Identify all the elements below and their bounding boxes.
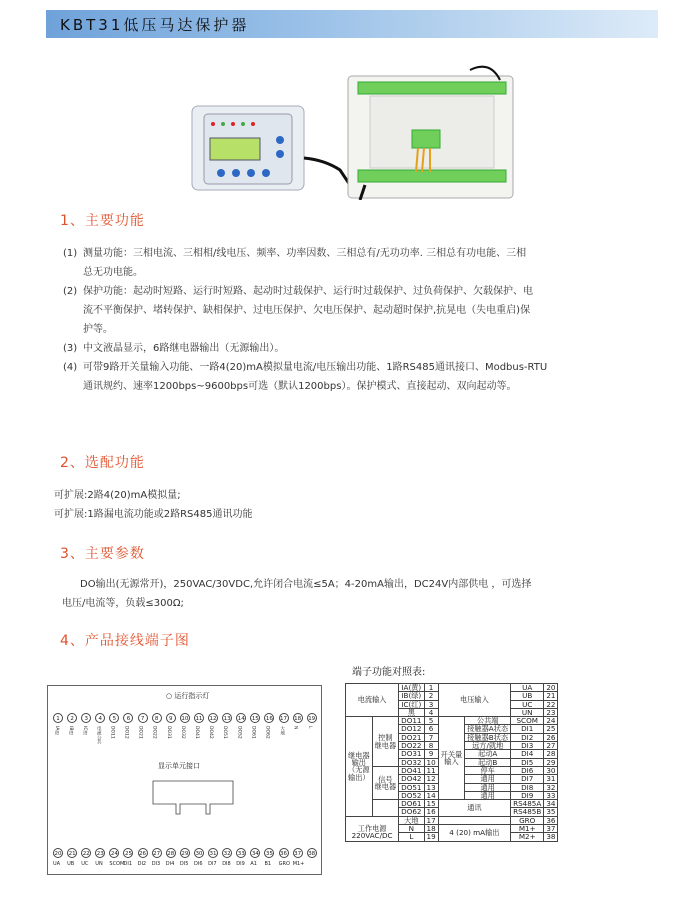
section-1-title: 1、主要功能 bbox=[60, 213, 145, 229]
table-cell: DO11 bbox=[399, 717, 424, 725]
terminal-2: 2 bbox=[67, 713, 77, 723]
table-cell: DI2 bbox=[511, 733, 544, 741]
table-cell: DO32 bbox=[399, 758, 424, 766]
terminal-label: DO52 bbox=[236, 726, 242, 739]
table-cell: 通用 bbox=[465, 791, 511, 799]
table-cell: DI3 bbox=[511, 742, 544, 750]
bottom-terminals bbox=[53, 848, 321, 858]
terminal-label: DI2 bbox=[137, 861, 147, 867]
terminal-label: DO31 bbox=[165, 726, 171, 739]
table-cell: L bbox=[399, 833, 424, 841]
table-cell: 8 bbox=[424, 742, 438, 750]
table-cell: 20 bbox=[544, 684, 558, 692]
table-cell: DO52 bbox=[399, 791, 424, 799]
table-cell: IC(红) bbox=[399, 700, 424, 708]
section-2-title: 2、选配功能 bbox=[60, 455, 145, 471]
terminal-label: DI6 bbox=[194, 861, 203, 867]
table-cell: 12 bbox=[424, 775, 438, 783]
terminal-30: 30 bbox=[194, 848, 204, 858]
table-cell: 30 bbox=[544, 766, 558, 774]
table-cell: 4 (20) mA输出 bbox=[438, 825, 510, 842]
section-2-body: 可扩展:2路4(20)mA模拟量; 可扩展:1路漏电流功能或2路RS485通讯功能 bbox=[54, 490, 253, 520]
table-cell: DI4 bbox=[511, 750, 544, 758]
table-cell: 起动A bbox=[465, 750, 511, 758]
terminal-34: 34 bbox=[250, 848, 260, 858]
table-cell: 16 bbox=[424, 808, 438, 816]
terminal-9: 9 bbox=[166, 713, 176, 723]
table-cell: 24 bbox=[544, 717, 558, 725]
terminal-31: 31 bbox=[208, 848, 218, 858]
table-cell: DI6 bbox=[511, 766, 544, 774]
terminal-8: 8 bbox=[152, 713, 162, 723]
table-cell: 5 bbox=[424, 717, 438, 725]
table-cell: RS485A bbox=[511, 800, 544, 808]
table-cell: M2+ bbox=[511, 833, 544, 841]
table-cell: 19 bbox=[424, 833, 438, 841]
terminal-label: DO51 bbox=[222, 726, 228, 739]
terminal-16: 16 bbox=[264, 713, 274, 723]
table-cell: SCOM bbox=[511, 717, 544, 725]
table-cell: DO31 bbox=[399, 750, 424, 758]
table-cell: DI5 bbox=[511, 758, 544, 766]
terminal-24: 24 bbox=[109, 848, 119, 858]
terminal-label: DI1 bbox=[123, 861, 133, 867]
table-cell: 继电器 输出 （无源 输出） bbox=[346, 717, 373, 817]
table-cell: N bbox=[399, 825, 424, 833]
wiring-diagram bbox=[47, 685, 322, 875]
table-cell: 控制 继电器 bbox=[372, 717, 399, 767]
terminal-label: DO11 bbox=[109, 726, 115, 739]
terminal-label: DO41 bbox=[194, 726, 199, 739]
terminal-label: DO21 bbox=[137, 726, 143, 739]
terminal-38: 38 bbox=[307, 848, 317, 858]
terminal-4: 4 bbox=[95, 713, 105, 723]
table-cell: 21 bbox=[544, 692, 558, 700]
table-cell: 电流输入 bbox=[346, 684, 399, 717]
table-cell: 29 bbox=[544, 758, 558, 766]
terminal-35: 35 bbox=[264, 848, 274, 858]
table-cell: 14 bbox=[424, 791, 438, 799]
terminal-label: UN bbox=[95, 861, 103, 867]
table-cell: UA bbox=[511, 684, 544, 692]
table-cell: IB(绿) bbox=[399, 692, 424, 700]
table-cell: 38 bbox=[544, 833, 558, 841]
terminal-22: 22 bbox=[81, 848, 91, 858]
page-title: KBT31低压马达保护器 bbox=[60, 16, 250, 34]
table-cell: 大地 bbox=[399, 816, 424, 824]
terminal-label: DI9 bbox=[236, 861, 245, 867]
table-cell: M1+ bbox=[511, 825, 544, 833]
table-cell: 7 bbox=[424, 733, 438, 741]
terminal-15: 15 bbox=[250, 713, 260, 723]
table-cell: 32 bbox=[544, 783, 558, 791]
table-cell: 电压输入 bbox=[438, 684, 510, 717]
terminal-27: 27 bbox=[152, 848, 162, 858]
table-cell: 接触器B状态 bbox=[465, 733, 511, 741]
section-4-title: 4、产品接线端子图 bbox=[60, 633, 190, 649]
table-cell: DO42 bbox=[399, 775, 424, 783]
table-cell bbox=[438, 816, 510, 824]
table-cell: DO51 bbox=[399, 783, 424, 791]
terminal-table bbox=[345, 683, 558, 842]
terminal-17: 17 bbox=[279, 713, 289, 723]
table-title: 端子功能对照表: bbox=[352, 667, 426, 678]
terminal-12: 12 bbox=[208, 713, 218, 723]
table-cell: 23 bbox=[544, 708, 558, 716]
table-cell: 4 bbox=[424, 708, 438, 716]
table-cell: RS485B bbox=[511, 808, 544, 816]
table-cell: 10 bbox=[424, 758, 438, 766]
table-cell: DI1 bbox=[511, 725, 544, 733]
terminal-label: IC进 bbox=[82, 726, 88, 735]
terminal-label: DO22 bbox=[151, 726, 157, 739]
terminal-13: 13 bbox=[222, 713, 232, 723]
terminal-label: A1 bbox=[250, 861, 257, 867]
terminal-label: IA进 bbox=[54, 726, 59, 735]
table-cell: IA(黄) bbox=[399, 684, 424, 692]
terminal-21: 21 bbox=[67, 848, 77, 858]
terminal-label: DI4 bbox=[165, 861, 175, 867]
terminal-label: M1+ bbox=[292, 861, 305, 867]
terminal-19: 19 bbox=[307, 713, 317, 723]
table-cell: 信号 继电器 bbox=[372, 766, 399, 799]
table-cell: UN bbox=[511, 708, 544, 716]
table-cell: DO22 bbox=[399, 742, 424, 750]
table-cell: 远方/就地 bbox=[465, 742, 511, 750]
section-3-title: 3、主要参数 bbox=[60, 546, 145, 562]
table-cell: 18 bbox=[424, 825, 438, 833]
table-cell: DO61 bbox=[399, 800, 424, 808]
terminal-36: 36 bbox=[279, 848, 289, 858]
table-cell: 22 bbox=[544, 700, 558, 708]
table-cell: 37 bbox=[544, 825, 558, 833]
top-terminals bbox=[53, 713, 321, 723]
table-cell: 通用 bbox=[465, 775, 511, 783]
product-image bbox=[190, 60, 520, 200]
terminal-32: 32 bbox=[222, 848, 232, 858]
display-port-shape bbox=[148, 776, 238, 821]
terminal-label: DI8 bbox=[222, 861, 231, 867]
terminal-11: 11 bbox=[194, 713, 204, 723]
table-cell: DO12 bbox=[399, 725, 424, 733]
terminal-23: 23 bbox=[95, 848, 105, 858]
terminal-37: 37 bbox=[293, 848, 303, 858]
table-cell: 停车 bbox=[465, 766, 511, 774]
terminal-5: 5 bbox=[109, 713, 119, 723]
terminal-29: 29 bbox=[180, 848, 190, 858]
table-cell: 36 bbox=[544, 816, 558, 824]
table-cell: DI9 bbox=[511, 791, 544, 799]
terminal-18: 18 bbox=[293, 713, 303, 723]
table-cell: 15 bbox=[424, 800, 438, 808]
section-1-body: (1) 测量功能：三相电流、三相相/线电压、频率、功率因数、三相总有/无功功率. 三相总有功电能、三相 总无功电能。 (2) 保护功能：起动时短路、运行时短路、起动时过载保护、运行时过载保护、过负荷保护、欠载保护、电 流不平衡保护、堵转保护、缺相保护、过电压保护、欠电压保护、起动超时保护,抗晃电（失电重启)保 护等。 (3) 中文液晶显示，6路继电器输出（无源输出）。 (4) 可带9路开关量输入功能、一路4(20)mA模拟量电流/电压输出功能、1路RS485通讯接口、Modbus-RTU 通讯规约、速率1200bps~9600bps可选（默认1200bps）。保护模式、直接起动、双向起动等。 bbox=[63, 248, 548, 392]
terminal-14: 14 bbox=[236, 713, 246, 723]
table-cell: 3 bbox=[424, 700, 438, 708]
table-cell: 6 bbox=[424, 725, 438, 733]
table-cell: 公共端 bbox=[465, 717, 511, 725]
terminal-33: 33 bbox=[236, 848, 246, 858]
title-banner bbox=[46, 10, 658, 38]
terminal-26: 26 bbox=[138, 848, 148, 858]
table-cell: 34 bbox=[544, 800, 558, 808]
terminal-label: IB进 bbox=[68, 726, 74, 735]
display-port-label: 显示单元接口 bbox=[158, 762, 200, 770]
terminal-label: DI5 bbox=[179, 861, 189, 867]
terminal-label: SCOM bbox=[109, 861, 125, 867]
terminal-label: DI3 bbox=[151, 861, 161, 867]
terminal-label: L bbox=[306, 726, 312, 729]
table-cell bbox=[372, 800, 399, 817]
table-cell: 27 bbox=[544, 742, 558, 750]
terminal-label: DO32 bbox=[179, 726, 185, 739]
terminal-label: B1 bbox=[264, 861, 272, 867]
terminal-25: 25 bbox=[123, 848, 133, 858]
table-cell: 13 bbox=[424, 783, 438, 791]
terminal-label: UB bbox=[67, 861, 75, 867]
table-cell: 9 bbox=[424, 750, 438, 758]
table-cell: UC bbox=[511, 700, 544, 708]
terminal-label: GRO bbox=[278, 861, 290, 867]
table-cell: DO41 bbox=[399, 766, 424, 774]
table-cell: DO62 bbox=[399, 808, 424, 816]
terminal-1: 1 bbox=[53, 713, 63, 723]
table-cell: 35 bbox=[544, 808, 558, 816]
section-3-body: DO输出(无源常开)，250VAC/30VDC,允许闭合电流≤5A；4-20mA输出，DC24V内部供电 ，可选择 电压/电流等，负载≤300Ω; bbox=[62, 579, 532, 609]
table-cell: 工作电源 220VAC/DC bbox=[346, 816, 399, 841]
terminal-label: 大地 bbox=[279, 726, 285, 735]
table-cell: 2 bbox=[424, 692, 438, 700]
terminal-label: UA bbox=[53, 861, 61, 867]
table-cell: 通讯 bbox=[438, 800, 510, 817]
terminal-label: DO42 bbox=[208, 726, 214, 739]
table-cell: GRO bbox=[511, 816, 544, 824]
terminal-label: N bbox=[292, 726, 298, 730]
terminal-label: DO62 bbox=[264, 726, 270, 739]
terminal-10: 10 bbox=[180, 713, 190, 723]
indicator-label: ○ 运行指示灯 bbox=[166, 692, 210, 700]
terminal-3: 3 bbox=[81, 713, 91, 723]
terminal-label: 电流公共 bbox=[96, 726, 102, 744]
table-cell: 黑 bbox=[399, 708, 424, 716]
table-cell: 28 bbox=[544, 750, 558, 758]
table-cell: DI8 bbox=[511, 783, 544, 791]
terminal-label: DO61 bbox=[250, 726, 256, 739]
table-cell: DI7 bbox=[511, 775, 544, 783]
table-cell: 接触器A状态 bbox=[465, 725, 511, 733]
terminal-7: 7 bbox=[138, 713, 148, 723]
table-cell: 开关量 输入 bbox=[438, 717, 465, 800]
terminal-28: 28 bbox=[166, 848, 176, 858]
table-cell: 25 bbox=[544, 725, 558, 733]
table-cell: 33 bbox=[544, 791, 558, 799]
table-cell: 通用 bbox=[465, 783, 511, 791]
terminal-20: 20 bbox=[53, 848, 63, 858]
table-cell: 26 bbox=[544, 733, 558, 741]
table-cell: UB bbox=[511, 692, 544, 700]
table-cell: 17 bbox=[424, 816, 438, 824]
terminal-label: DO12 bbox=[123, 726, 129, 739]
terminal-label: UC bbox=[81, 861, 89, 867]
table-cell: 1 bbox=[424, 684, 438, 692]
table-cell: 11 bbox=[424, 766, 438, 774]
table-cell: 起动B bbox=[465, 758, 511, 766]
table-cell: DO21 bbox=[399, 733, 424, 741]
terminal-6: 6 bbox=[123, 713, 133, 723]
terminal-label: DI7 bbox=[208, 861, 217, 867]
table-cell: 31 bbox=[544, 775, 558, 783]
